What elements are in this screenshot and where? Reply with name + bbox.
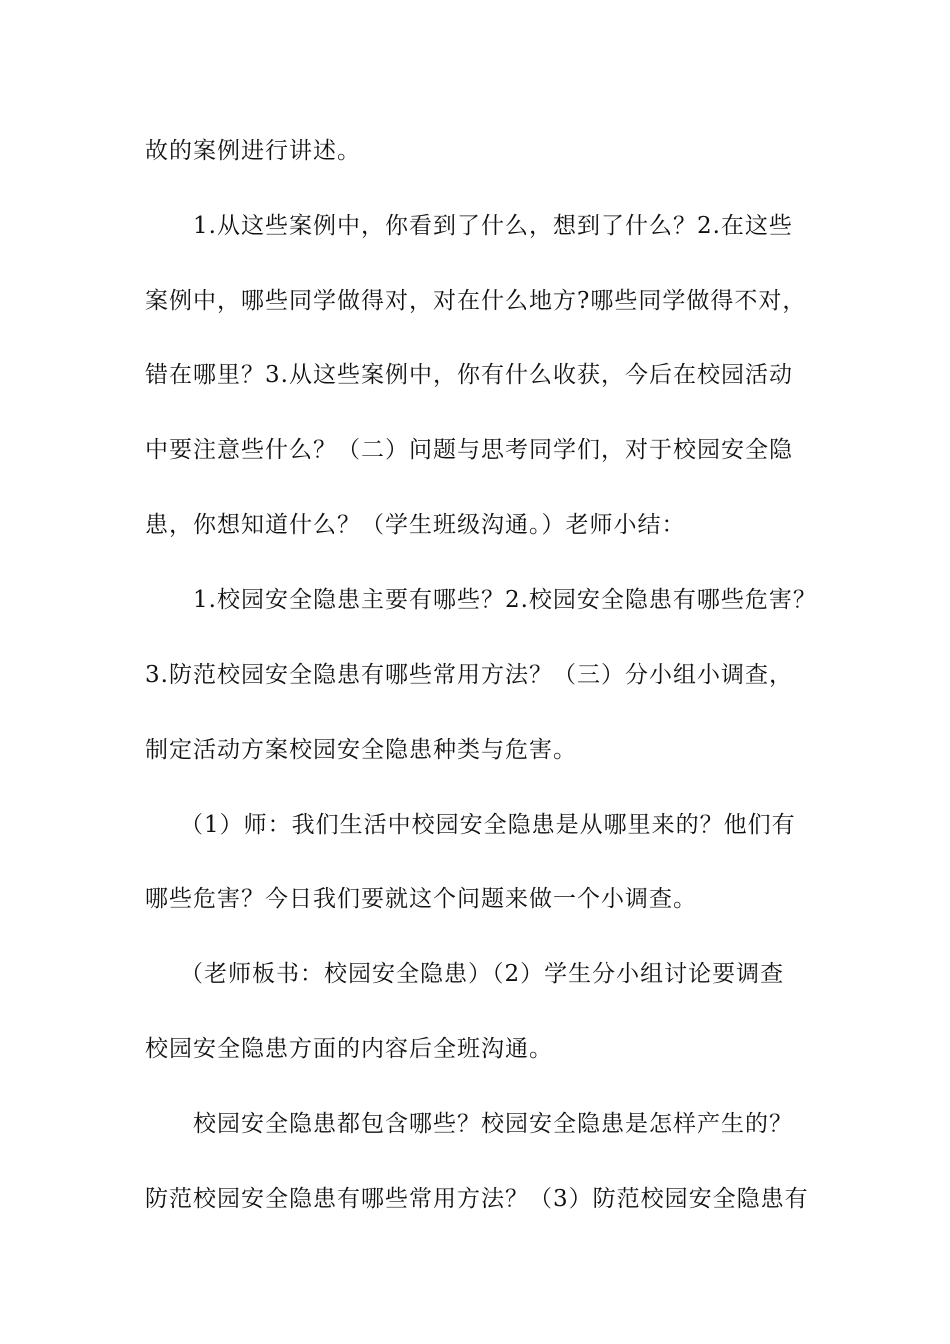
text-line: （老师板书：校园安全隐患）（2）学生分小组讨论要调查: [180, 961, 785, 987]
text-line: 制定活动方案校园安全隐患种类与危害。: [145, 737, 577, 763]
text-line: 中要注意些什么？（二）问题与思考同学们，对于校园安全隐: [145, 437, 793, 463]
text-line: 3.防范校园安全隐患有哪些常用方法？（三）分小组小调查，: [145, 662, 793, 688]
text-line: 患，你想知道什么？（学生班级沟通。）老师小结：: [145, 512, 686, 538]
text-line: 防范校园安全隐患有哪些常用方法？（3）防范校园安全隐患有: [145, 1186, 809, 1212]
text-line: 哪些危害？今日我们要就这个问题来做一个小调查。: [145, 886, 697, 912]
text-line: 1.从这些案例中，你看到了什么，想到了什么？2.在这些: [193, 213, 793, 239]
text-line: （1）师：我们生活中校园安全隐患是从哪里来的？他们有: [180, 812, 796, 838]
text-line: 错在哪里？3.从这些案例中，你有什么收获，今后在校园活动: [145, 362, 793, 388]
text-line: 故的案例进行讲述。: [145, 138, 361, 164]
text-line: 校园安全隐患方面的内容后全班沟通。: [145, 1036, 553, 1062]
text-line: 1.校园安全隐患主要有哪些？2.校园安全隐患有哪些危害？: [193, 587, 817, 613]
text-line: 案例中，哪些同学做得对，对在什么地方?哪些同学做得不对，: [145, 288, 807, 314]
text-line: 校园安全隐患都包含哪些？校园安全隐患是怎样产生的？: [193, 1111, 793, 1137]
